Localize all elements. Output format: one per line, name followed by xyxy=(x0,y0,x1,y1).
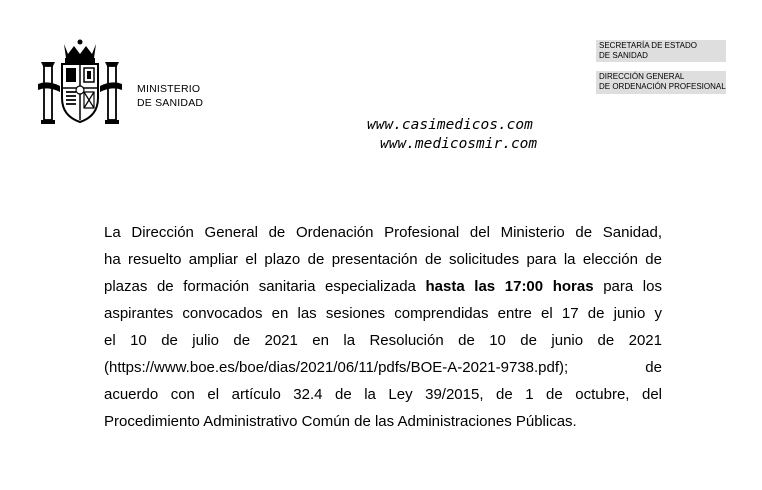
body-line-3-post: para los xyxy=(603,278,662,295)
coat-of-arms-logo xyxy=(36,38,124,126)
body-line-2: ha resuelto ampliar el plazo de presentación de solicitudes para la elección de xyxy=(104,251,662,268)
watermark-casimedicos: www.casimedicos.com xyxy=(367,117,533,133)
ministry-line-1: MINISTERIO xyxy=(137,83,201,95)
ministry-name xyxy=(137,82,203,110)
document-body xyxy=(104,219,662,435)
direccion-box xyxy=(596,71,726,94)
body-line-1: La Dirección General de Ordenación Profesional del Ministerio de Sanidad, xyxy=(104,224,662,241)
deadline-bold: hasta las 17:00 horas xyxy=(425,278,594,295)
body-line-8: Procedimiento Administrativo Común de las Administraciones Públicas. xyxy=(104,413,577,430)
body-line-6: (https://www.boe.es/boe/dias/2021/06/11/pdfs/BOE-A-2021-9738.pdf); de xyxy=(104,359,662,376)
secretaria-box xyxy=(596,40,726,62)
body-line-3 xyxy=(104,273,662,300)
body-line-5: el 10 de julio de 2021 en la Resolución de 10 de junio de 2021 xyxy=(104,332,662,349)
watermark-medicosmir: www.medicosmir.com xyxy=(380,136,538,152)
ministry-line-2: DE SANIDAD xyxy=(137,97,204,109)
secretaria-line-1: SECRETARÍA DE ESTADO xyxy=(599,41,697,50)
body-line-3-pre: plazas de formación sanitaria especializada xyxy=(104,278,416,295)
secretaria-line-2: DE SANIDAD xyxy=(599,51,648,60)
body-line-4: aspirantes convocados en las sesiones comprendidas entre el 17 de junio y xyxy=(104,305,662,322)
body-line-7: acuerdo con el artículo 32.4 de la Ley 39/2015, de 1 de octubre, del xyxy=(104,386,662,403)
direccion-line-2: DE ORDENACIÓN PROFESIONAL xyxy=(599,82,726,91)
direccion-line-1: DIRECCIÓN GENERAL xyxy=(599,72,685,81)
